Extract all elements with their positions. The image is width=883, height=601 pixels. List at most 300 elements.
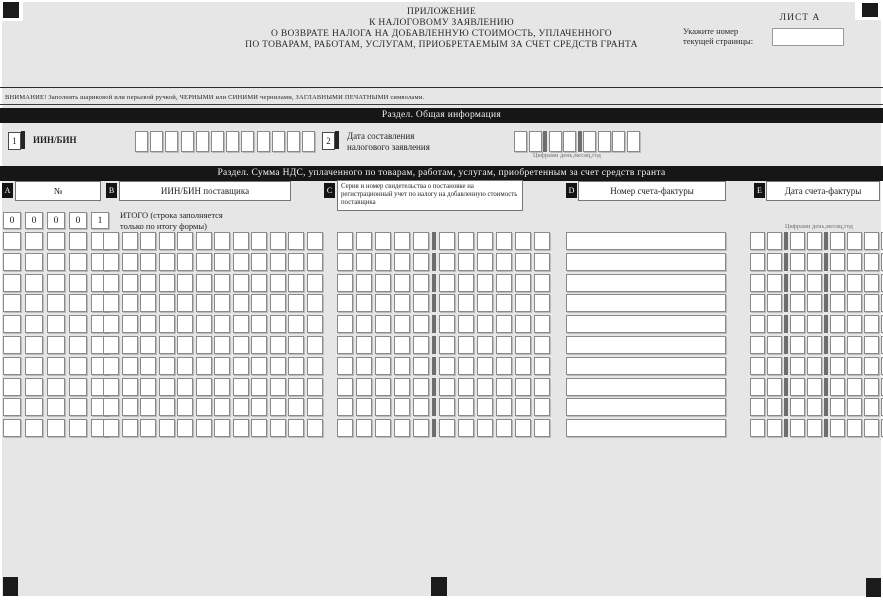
char-cell[interactable] bbox=[103, 357, 119, 375]
row-number-cells[interactable] bbox=[3, 357, 109, 375]
char-cell[interactable] bbox=[233, 357, 249, 375]
supplier-iin-cells[interactable] bbox=[103, 378, 323, 396]
char-cell[interactable] bbox=[807, 232, 822, 250]
char-cell[interactable] bbox=[847, 315, 862, 333]
char-cell[interactable] bbox=[270, 315, 286, 333]
char-cell[interactable] bbox=[458, 357, 474, 375]
char-cell[interactable] bbox=[177, 336, 193, 354]
char-cell[interactable] bbox=[337, 398, 353, 416]
char-cell[interactable] bbox=[47, 357, 65, 375]
char-cell[interactable] bbox=[413, 274, 429, 292]
char-cell[interactable] bbox=[864, 294, 879, 312]
char-cell[interactable] bbox=[514, 131, 527, 152]
char-cell[interactable] bbox=[356, 274, 372, 292]
row-number-cells[interactable] bbox=[3, 294, 109, 312]
char-cell[interactable] bbox=[103, 294, 119, 312]
char-cell[interactable] bbox=[69, 398, 87, 416]
char-cell[interactable] bbox=[140, 398, 156, 416]
char-cell[interactable] bbox=[790, 419, 805, 437]
char-cell[interactable] bbox=[612, 131, 625, 152]
char-cell[interactable] bbox=[750, 253, 765, 271]
char-cell[interactable] bbox=[159, 419, 175, 437]
char-cell[interactable] bbox=[196, 336, 212, 354]
char-cell[interactable] bbox=[196, 232, 212, 250]
char-cell[interactable] bbox=[270, 357, 286, 375]
char-cell[interactable] bbox=[233, 232, 249, 250]
char-cell[interactable] bbox=[864, 232, 879, 250]
char-cell[interactable] bbox=[211, 131, 224, 152]
char-cell[interactable] bbox=[439, 336, 455, 354]
char-cell[interactable] bbox=[159, 315, 175, 333]
char-cell[interactable] bbox=[177, 378, 193, 396]
char-cell[interactable] bbox=[103, 253, 119, 271]
char-cell[interactable] bbox=[750, 419, 765, 437]
char-cell[interactable] bbox=[375, 294, 391, 312]
char-cell[interactable] bbox=[458, 336, 474, 354]
char-cell[interactable] bbox=[251, 419, 267, 437]
char-cell[interactable] bbox=[847, 336, 862, 354]
char-cell[interactable] bbox=[439, 315, 455, 333]
char-cell[interactable] bbox=[226, 131, 239, 152]
char-cell[interactable] bbox=[439, 274, 455, 292]
char-cell[interactable] bbox=[458, 419, 474, 437]
char-cell[interactable] bbox=[790, 378, 805, 396]
char-cell[interactable] bbox=[413, 357, 429, 375]
char-cell[interactable] bbox=[515, 274, 531, 292]
char-cell[interactable] bbox=[288, 315, 304, 333]
char-cell[interactable] bbox=[3, 253, 21, 271]
char-cell[interactable] bbox=[140, 357, 156, 375]
char-cell[interactable] bbox=[830, 357, 845, 375]
char-cell[interactable] bbox=[135, 131, 148, 152]
char-cell[interactable] bbox=[233, 419, 249, 437]
char-cell[interactable] bbox=[496, 253, 512, 271]
invoice-date-cells[interactable] bbox=[750, 357, 883, 375]
char-cell[interactable] bbox=[3, 232, 21, 250]
char-cell[interactable] bbox=[122, 357, 138, 375]
char-cell[interactable] bbox=[807, 336, 822, 354]
supplier-iin-cells[interactable] bbox=[103, 419, 323, 437]
char-cell[interactable] bbox=[767, 378, 782, 396]
char-cell[interactable] bbox=[830, 419, 845, 437]
char-cell[interactable] bbox=[251, 232, 267, 250]
char-cell[interactable] bbox=[25, 336, 43, 354]
char-cell[interactable] bbox=[394, 336, 410, 354]
char-cell[interactable] bbox=[25, 419, 43, 437]
char-cell[interactable] bbox=[159, 274, 175, 292]
char-cell[interactable] bbox=[288, 398, 304, 416]
char-cell[interactable] bbox=[413, 253, 429, 271]
char-cell[interactable] bbox=[394, 378, 410, 396]
char-cell[interactable] bbox=[394, 398, 410, 416]
char-cell[interactable] bbox=[288, 419, 304, 437]
supplier-iin-cells[interactable] bbox=[103, 232, 323, 250]
char-cell[interactable] bbox=[375, 336, 391, 354]
vat-certificate-cells[interactable] bbox=[337, 398, 550, 416]
char-cell[interactable] bbox=[288, 274, 304, 292]
char-cell[interactable] bbox=[847, 378, 862, 396]
char-cell[interactable] bbox=[496, 294, 512, 312]
char-cell[interactable] bbox=[69, 232, 87, 250]
char-cell[interactable] bbox=[103, 378, 119, 396]
iin-bin-cells[interactable] bbox=[135, 131, 315, 152]
vat-certificate-cells[interactable] bbox=[337, 419, 550, 437]
char-cell[interactable] bbox=[288, 336, 304, 354]
char-cell[interactable] bbox=[767, 419, 782, 437]
char-cell[interactable] bbox=[214, 336, 230, 354]
page-number-input[interactable] bbox=[772, 28, 844, 46]
char-cell[interactable] bbox=[515, 398, 531, 416]
char-cell[interactable] bbox=[394, 315, 410, 333]
char-cell[interactable] bbox=[356, 336, 372, 354]
char-cell[interactable] bbox=[337, 253, 353, 271]
char-cell[interactable] bbox=[122, 274, 138, 292]
char-cell[interactable] bbox=[270, 274, 286, 292]
char-cell[interactable] bbox=[307, 232, 323, 250]
char-cell[interactable] bbox=[47, 315, 65, 333]
char-cell[interactable] bbox=[750, 232, 765, 250]
char-cell[interactable] bbox=[496, 378, 512, 396]
char-cell[interactable] bbox=[159, 398, 175, 416]
char-cell[interactable] bbox=[458, 274, 474, 292]
char-cell[interactable] bbox=[214, 419, 230, 437]
char-cell[interactable] bbox=[25, 253, 43, 271]
char-cell[interactable] bbox=[251, 336, 267, 354]
char-cell[interactable] bbox=[534, 315, 550, 333]
char-cell[interactable] bbox=[534, 294, 550, 312]
char-cell[interactable] bbox=[233, 253, 249, 271]
char-cell[interactable] bbox=[356, 253, 372, 271]
char-cell[interactable] bbox=[477, 398, 493, 416]
char-cell[interactable] bbox=[830, 253, 845, 271]
invoice-date-cells[interactable] bbox=[750, 378, 883, 396]
char-cell[interactable] bbox=[140, 253, 156, 271]
invoice-date-cells[interactable] bbox=[750, 274, 883, 292]
char-cell[interactable] bbox=[477, 357, 493, 375]
char-cell[interactable] bbox=[159, 232, 175, 250]
char-cell[interactable] bbox=[356, 378, 372, 396]
char-cell[interactable] bbox=[69, 274, 87, 292]
char-cell[interactable] bbox=[270, 378, 286, 396]
char-cell[interactable] bbox=[47, 274, 65, 292]
char-cell[interactable] bbox=[25, 274, 43, 292]
char-cell[interactable] bbox=[458, 253, 474, 271]
supplier-iin-cells[interactable] bbox=[103, 357, 323, 375]
char-cell[interactable] bbox=[413, 315, 429, 333]
char-cell[interactable] bbox=[165, 131, 178, 152]
char-cell[interactable] bbox=[233, 294, 249, 312]
char-cell[interactable] bbox=[439, 398, 455, 416]
char-cell[interactable] bbox=[272, 131, 285, 152]
char-cell[interactable] bbox=[270, 419, 286, 437]
char-cell[interactable] bbox=[196, 253, 212, 271]
char-cell[interactable] bbox=[47, 232, 65, 250]
char-cell[interactable] bbox=[122, 419, 138, 437]
char-cell[interactable] bbox=[25, 315, 43, 333]
char-cell[interactable] bbox=[214, 357, 230, 375]
char-cell[interactable] bbox=[807, 398, 822, 416]
char-cell[interactable] bbox=[847, 419, 862, 437]
row-number-cells[interactable] bbox=[3, 274, 109, 292]
char-cell[interactable] bbox=[233, 336, 249, 354]
invoice-date-cells[interactable] bbox=[750, 253, 883, 271]
char-cell[interactable] bbox=[496, 398, 512, 416]
row-number-cells[interactable] bbox=[3, 378, 109, 396]
char-cell[interactable] bbox=[122, 378, 138, 396]
char-cell[interactable] bbox=[563, 131, 576, 152]
char-cell[interactable] bbox=[288, 253, 304, 271]
char-cell[interactable] bbox=[394, 274, 410, 292]
char-cell[interactable] bbox=[750, 274, 765, 292]
char-cell[interactable] bbox=[69, 336, 87, 354]
char-cell[interactable] bbox=[307, 294, 323, 312]
char-cell[interactable] bbox=[790, 336, 805, 354]
char-cell[interactable] bbox=[847, 398, 862, 416]
char-cell[interactable] bbox=[307, 419, 323, 437]
invoice-number-field[interactable] bbox=[566, 336, 726, 354]
char-cell[interactable] bbox=[529, 131, 542, 152]
char-cell[interactable] bbox=[864, 336, 879, 354]
char-cell[interactable] bbox=[47, 398, 65, 416]
char-cell[interactable] bbox=[807, 274, 822, 292]
invoice-number-field[interactable] bbox=[566, 315, 726, 333]
char-cell[interactable] bbox=[496, 357, 512, 375]
char-cell[interactable] bbox=[233, 378, 249, 396]
char-cell[interactable] bbox=[69, 294, 87, 312]
char-cell[interactable] bbox=[122, 336, 138, 354]
char-cell[interactable] bbox=[496, 315, 512, 333]
row-number-cells[interactable] bbox=[3, 315, 109, 333]
char-cell[interactable] bbox=[196, 357, 212, 375]
char-cell[interactable] bbox=[103, 232, 119, 250]
char-cell[interactable] bbox=[375, 378, 391, 396]
char-cell[interactable] bbox=[847, 274, 862, 292]
char-cell[interactable] bbox=[307, 315, 323, 333]
char-cell[interactable] bbox=[307, 336, 323, 354]
char-cell[interactable] bbox=[3, 294, 21, 312]
char-cell[interactable] bbox=[375, 398, 391, 416]
char-cell[interactable] bbox=[439, 294, 455, 312]
char-cell[interactable] bbox=[583, 131, 596, 152]
char-cell[interactable] bbox=[214, 274, 230, 292]
char-cell[interactable] bbox=[750, 294, 765, 312]
char-cell[interactable] bbox=[847, 294, 862, 312]
char-cell[interactable] bbox=[534, 419, 550, 437]
char-cell[interactable] bbox=[534, 232, 550, 250]
char-cell[interactable] bbox=[69, 419, 87, 437]
char-cell[interactable] bbox=[807, 419, 822, 437]
char-cell[interactable] bbox=[150, 131, 163, 152]
char-cell[interactable] bbox=[140, 378, 156, 396]
char-cell[interactable] bbox=[196, 274, 212, 292]
char-cell[interactable] bbox=[270, 294, 286, 312]
char-cell[interactable] bbox=[103, 336, 119, 354]
char-cell[interactable] bbox=[196, 398, 212, 416]
char-cell[interactable] bbox=[47, 419, 65, 437]
char-cell[interactable] bbox=[439, 378, 455, 396]
invoice-number-field[interactable] bbox=[566, 398, 726, 416]
char-cell[interactable] bbox=[233, 398, 249, 416]
char-cell[interactable] bbox=[251, 357, 267, 375]
char-cell[interactable] bbox=[25, 357, 43, 375]
char-cell[interactable] bbox=[767, 274, 782, 292]
supplier-iin-cells[interactable] bbox=[103, 398, 323, 416]
vat-certificate-cells[interactable] bbox=[337, 378, 550, 396]
char-cell[interactable] bbox=[790, 253, 805, 271]
char-cell[interactable] bbox=[767, 253, 782, 271]
char-cell[interactable] bbox=[287, 131, 300, 152]
char-cell[interactable] bbox=[375, 419, 391, 437]
char-cell[interactable] bbox=[196, 294, 212, 312]
char-cell[interactable] bbox=[288, 378, 304, 396]
row-number-cells[interactable] bbox=[3, 232, 109, 250]
char-cell[interactable] bbox=[3, 357, 21, 375]
char-cell[interactable] bbox=[458, 232, 474, 250]
char-cell[interactable] bbox=[214, 315, 230, 333]
char-cell[interactable] bbox=[288, 294, 304, 312]
char-cell[interactable] bbox=[807, 253, 822, 271]
char-cell[interactable] bbox=[413, 336, 429, 354]
char-cell[interactable] bbox=[767, 294, 782, 312]
char-cell[interactable] bbox=[140, 336, 156, 354]
char-cell[interactable] bbox=[337, 274, 353, 292]
char-cell[interactable] bbox=[750, 315, 765, 333]
char-cell[interactable] bbox=[830, 398, 845, 416]
char-cell[interactable] bbox=[103, 315, 119, 333]
char-cell[interactable] bbox=[356, 232, 372, 250]
char-cell[interactable] bbox=[337, 336, 353, 354]
char-cell[interactable] bbox=[790, 398, 805, 416]
char-cell[interactable] bbox=[790, 294, 805, 312]
invoice-number-field[interactable] bbox=[566, 232, 726, 250]
char-cell[interactable] bbox=[496, 419, 512, 437]
vat-certificate-cells[interactable] bbox=[337, 253, 550, 271]
char-cell[interactable] bbox=[375, 315, 391, 333]
char-cell[interactable] bbox=[251, 378, 267, 396]
char-cell[interactable] bbox=[830, 315, 845, 333]
vat-certificate-cells[interactable] bbox=[337, 232, 550, 250]
char-cell[interactable] bbox=[477, 274, 493, 292]
char-cell[interactable] bbox=[177, 357, 193, 375]
char-cell[interactable] bbox=[47, 253, 65, 271]
char-cell[interactable] bbox=[251, 294, 267, 312]
char-cell[interactable] bbox=[750, 378, 765, 396]
char-cell[interactable] bbox=[750, 398, 765, 416]
char-cell[interactable] bbox=[307, 378, 323, 396]
char-cell[interactable] bbox=[534, 274, 550, 292]
char-cell[interactable] bbox=[807, 315, 822, 333]
row-number-cells[interactable] bbox=[3, 419, 109, 437]
char-cell[interactable] bbox=[767, 232, 782, 250]
char-cell[interactable] bbox=[375, 357, 391, 375]
char-cell[interactable] bbox=[394, 232, 410, 250]
char-cell[interactable] bbox=[496, 336, 512, 354]
invoice-date-cells[interactable] bbox=[750, 315, 883, 333]
char-cell[interactable] bbox=[337, 419, 353, 437]
char-cell[interactable] bbox=[140, 315, 156, 333]
char-cell[interactable] bbox=[159, 378, 175, 396]
char-cell[interactable] bbox=[413, 232, 429, 250]
char-cell[interactable] bbox=[103, 274, 119, 292]
invoice-number-field[interactable] bbox=[566, 419, 726, 437]
char-cell[interactable] bbox=[864, 357, 879, 375]
char-cell[interactable] bbox=[177, 398, 193, 416]
char-cell[interactable] bbox=[439, 253, 455, 271]
vat-certificate-cells[interactable] bbox=[337, 336, 550, 354]
char-cell[interactable] bbox=[251, 398, 267, 416]
char-cell[interactable] bbox=[69, 253, 87, 271]
char-cell[interactable] bbox=[375, 253, 391, 271]
char-cell[interactable] bbox=[790, 232, 805, 250]
char-cell[interactable] bbox=[394, 357, 410, 375]
char-cell[interactable] bbox=[458, 294, 474, 312]
row-number-cells[interactable] bbox=[3, 398, 109, 416]
supplier-iin-cells[interactable] bbox=[103, 253, 323, 271]
char-cell[interactable] bbox=[177, 253, 193, 271]
char-cell[interactable] bbox=[356, 419, 372, 437]
application-date-cells[interactable] bbox=[514, 131, 640, 152]
char-cell[interactable] bbox=[122, 315, 138, 333]
char-cell[interactable] bbox=[477, 315, 493, 333]
char-cell[interactable] bbox=[159, 357, 175, 375]
char-cell[interactable] bbox=[477, 336, 493, 354]
invoice-number-field[interactable] bbox=[566, 253, 726, 271]
char-cell[interactable] bbox=[177, 232, 193, 250]
char-cell[interactable] bbox=[477, 232, 493, 250]
supplier-iin-cells[interactable] bbox=[103, 315, 323, 333]
char-cell[interactable] bbox=[830, 294, 845, 312]
char-cell[interactable] bbox=[103, 398, 119, 416]
char-cell[interactable] bbox=[534, 398, 550, 416]
char-cell[interactable] bbox=[302, 131, 315, 152]
char-cell[interactable] bbox=[830, 336, 845, 354]
char-cell[interactable] bbox=[177, 419, 193, 437]
char-cell[interactable] bbox=[270, 232, 286, 250]
char-cell[interactable] bbox=[337, 232, 353, 250]
char-cell[interactable] bbox=[534, 378, 550, 396]
char-cell[interactable] bbox=[847, 357, 862, 375]
char-cell[interactable] bbox=[394, 294, 410, 312]
char-cell[interactable] bbox=[3, 398, 21, 416]
char-cell[interactable] bbox=[214, 398, 230, 416]
char-cell[interactable] bbox=[196, 131, 209, 152]
char-cell[interactable] bbox=[515, 336, 531, 354]
invoice-number-field[interactable] bbox=[566, 357, 726, 375]
supplier-iin-cells[interactable] bbox=[103, 274, 323, 292]
char-cell[interactable] bbox=[515, 294, 531, 312]
char-cell[interactable] bbox=[864, 419, 879, 437]
vat-certificate-cells[interactable] bbox=[337, 294, 550, 312]
char-cell[interactable] bbox=[288, 357, 304, 375]
char-cell[interactable] bbox=[25, 294, 43, 312]
char-cell[interactable] bbox=[337, 378, 353, 396]
char-cell[interactable] bbox=[515, 419, 531, 437]
invoice-date-cells[interactable] bbox=[750, 419, 883, 437]
char-cell[interactable] bbox=[767, 315, 782, 333]
char-cell[interactable] bbox=[307, 253, 323, 271]
char-cell[interactable] bbox=[177, 294, 193, 312]
char-cell[interactable] bbox=[251, 315, 267, 333]
char-cell[interactable] bbox=[356, 398, 372, 416]
char-cell[interactable] bbox=[534, 357, 550, 375]
char-cell[interactable] bbox=[830, 232, 845, 250]
char-cell[interactable] bbox=[375, 232, 391, 250]
char-cell[interactable] bbox=[830, 378, 845, 396]
char-cell[interactable] bbox=[3, 419, 21, 437]
char-cell[interactable] bbox=[3, 336, 21, 354]
row-number-cells[interactable] bbox=[3, 336, 109, 354]
char-cell[interactable] bbox=[122, 232, 138, 250]
